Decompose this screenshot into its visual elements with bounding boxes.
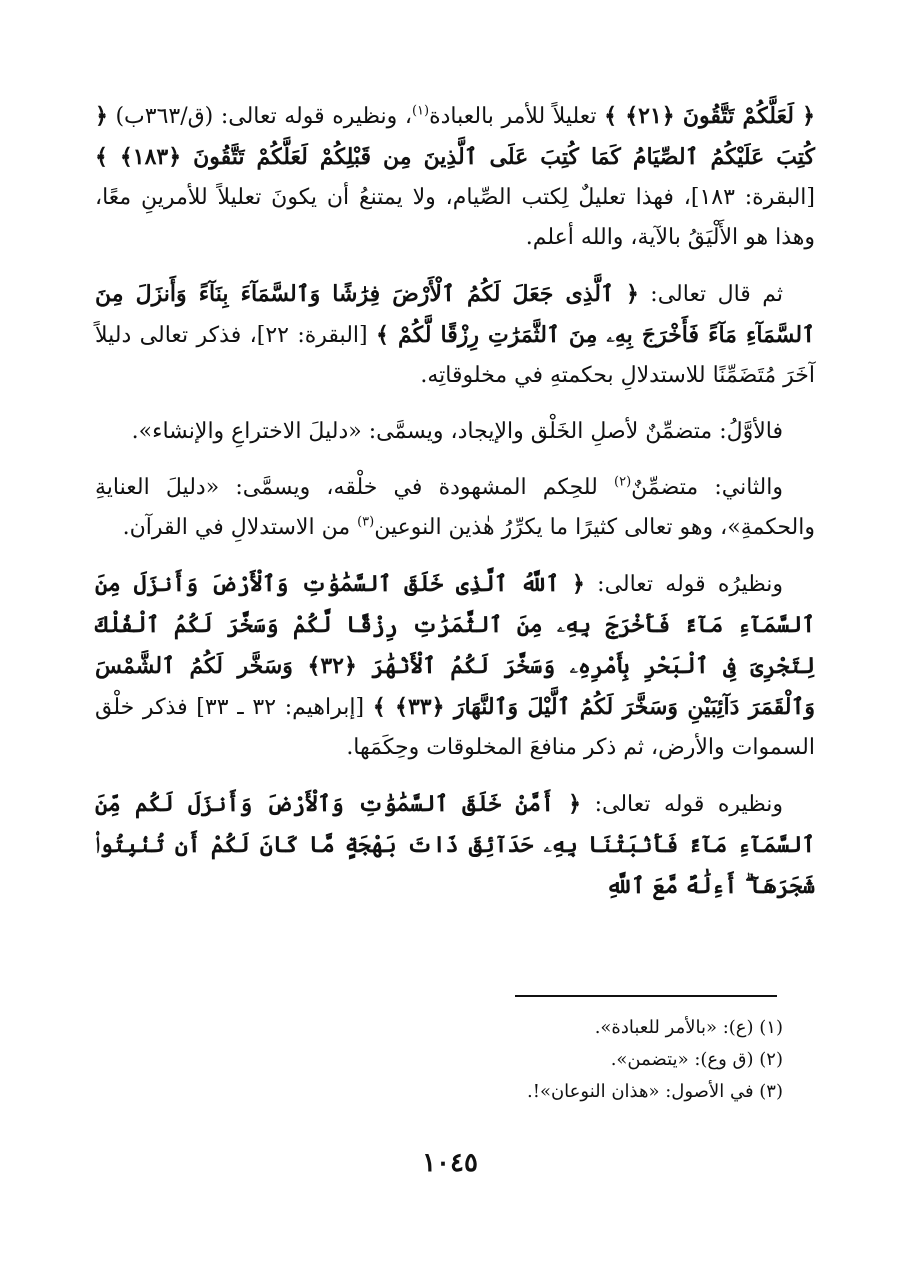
quran-verse: ﴿ كُتِبَ عَلَيْكُمُ ٱلصِّيَامُ كَمَا كُتِبَ عَلَى ٱلَّذِينَ مِن قَبْلِكُمْ لَعَلَّكُمْ تَتَّقُونَ ﴿١٨٣﴾ ﴾ <box>95 103 815 170</box>
text-span: ثم قال تعالى: <box>638 282 784 307</box>
quran-verse: ﴿ ٱلَّذِى جَعَلَ لَكُمُ ٱلْأَرْضَ فِرَٰشًا وَٱلسَّمَآءَ بِنَآءً وَأَنزَلَ مِنَ ٱلسَّمَآءِ مَآءً فَأَخْرَجَ بِهِۦ مِنَ ٱلثَّمَرَٰتِ رِزْقًا لَّكُمْ ﴾ <box>95 281 815 348</box>
quran-verse: ﴿ أَمَّنْ خَلَقَ ٱلسَّمَٰوَٰتِ وَٱلْأَرْضَ وَأَنزَلَ لَكُم مِّنَ ٱلسَّمَآءِ مَآءً فَأَنۢبَتْنَا بِهِۦ حَدَآئِقَ ذَاتَ بَهْجَةٍ مَّا كَانَ لَكُمْ أَن تُنۢبِتُوا۟ شَجَرَهَآ ۗ أَءِلَٰهٌ مَّعَ ٱللَّهِ <box>95 791 815 899</box>
text-span: ونظيره قوله تعالى: <box>581 792 783 817</box>
footnote-ref-3: (٣) <box>357 514 375 530</box>
text-span: [البقرة: ٢٢]، فذكر تعالى دليلاً آخَرَ مُتَضَمِّنًا للاستدلالِ بحكمتهِ في مخلوقاتِه. <box>95 323 815 388</box>
footnotes <box>95 1012 783 1108</box>
text-span: ، ونظيره قوله تعالى: (ق/٣٦٣ب) <box>107 104 412 129</box>
text-span: ونظيرُه قوله تعالى: <box>584 572 783 597</box>
text-span: فالأوَّلُ: متضمِّنٌ لأصلِ الخَلْق والإيجاد، ويسمَّى: «دليلَ الاختراعِ والإنشاء». <box>131 419 783 444</box>
text-span: تعليلاً للأمر بالعبادة <box>429 104 605 129</box>
text-span: [البقرة: ١٨٣]، فهذا تعليلٌ لِكتب الصِّيام، ولا يمتنعُ أن يكونَ تعليلاً للأمرينِ معًا، وهذا هو الأَلْيَقُ بالآية، والله أعلم. <box>95 185 815 250</box>
footnote-2: (٢) (ق وع): «يتضمن». <box>610 1049 783 1070</box>
footnote-divider <box>515 995 777 997</box>
text-span: من الاستدلالِ في القرآن. <box>122 515 358 540</box>
text-span: والثاني: متضمِّنٌ <box>631 475 783 500</box>
text-span: للحِكم المشهودة في خلْقه، ويسمَّى: «دليلَ العنايةِ والحكمةِ»، وهو تعالى كثيرًا ما يكرِّرُ هٰذين النوعين <box>95 475 815 540</box>
footnote-ref-2: (٢) <box>614 474 632 490</box>
paragraph-2 <box>95 274 815 396</box>
main-text <box>95 96 815 923</box>
paragraph-3 <box>95 412 815 452</box>
text-span: [إبراهيم: ٣٢ ـ ٣٣] فذكر خلْق السموات والأرض، ثم ذكر منافعَ المخلوقات وحِكَمَها. <box>95 695 815 760</box>
paragraph-1 <box>95 96 815 258</box>
paragraph-5 <box>95 564 815 768</box>
footnote-1: (١) (ع): «بالأمر للعبادة». <box>594 1017 783 1038</box>
quran-verse: ﴿ لَعَلَّكُمْ تَتَّقُونَ ﴿٢١﴾ ﴾ <box>604 103 816 129</box>
page-number: ١٠٤٥ <box>422 1148 478 1178</box>
paragraph-4 <box>95 468 815 548</box>
footnote-ref-1: (١) <box>411 103 430 119</box>
paragraph-6 <box>95 784 815 907</box>
footnote-3: (٣) في الأصول: «هذان النوعان»!. <box>526 1081 783 1102</box>
quran-verse: ﴿ ٱللَّهُ ٱلَّذِى خَلَقَ ٱلسَّمَٰوَٰتِ وَٱلْأَرْضَ وَأَنزَلَ مِنَ ٱلسَّمَآءِ مَآءً فَأَخْرَجَ بِهِۦ مِنَ ٱلثَّمَرَٰتِ رِزْقًا لَّكُمْ وَسَخَّرَ لَكُمُ ٱلْفُلْكَ لِتَجْرِىَ فِى ٱلْبَحْرِ بِأَمْرِهِۦ وَسَخَّرَ لَكُمُ ٱلْأَنْهَٰرَ ﴿٣٢﴾ وَسَخَّر لَكُمُ ٱلشَّمْسَ وَٱلْقَمَرَ دَآئِبَيْنِ وَسَخَّرَ لَكُمُ ٱلَّيْلَ وَٱلنَّهَارَ ﴿٣٣﴾ ﴾ <box>95 571 816 720</box>
